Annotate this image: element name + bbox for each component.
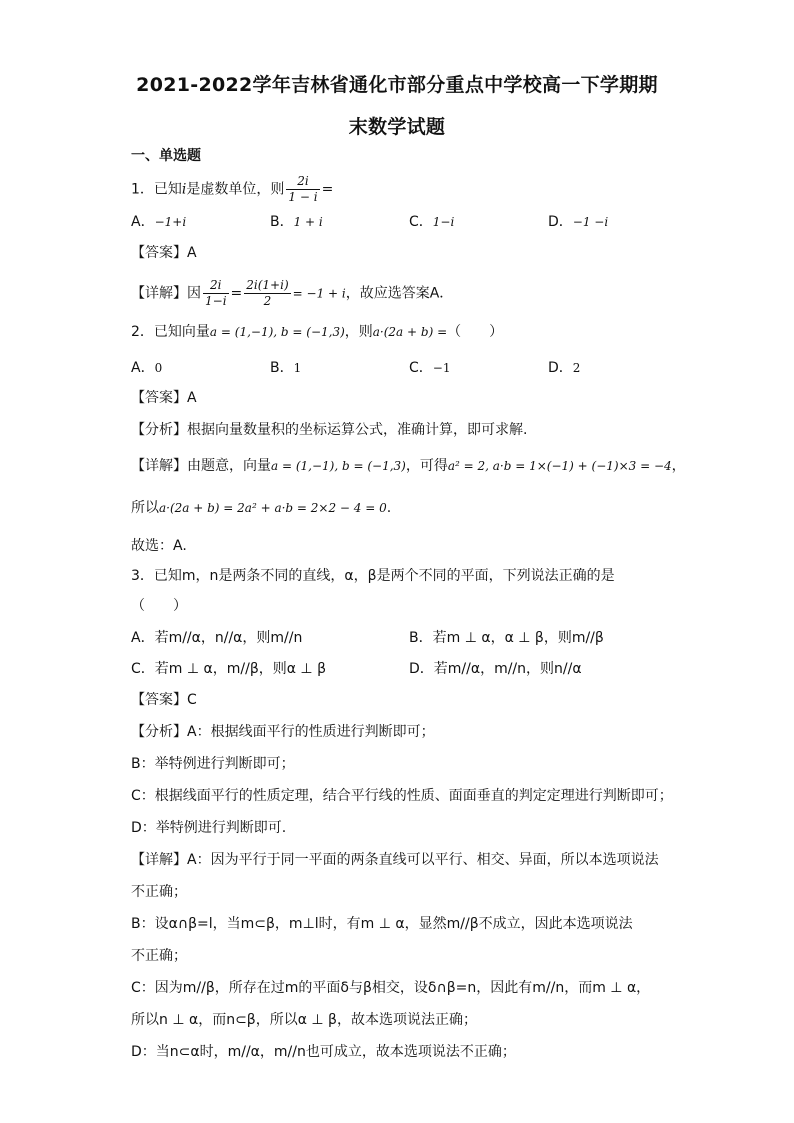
q1-detail-eq: = bbox=[230, 285, 243, 302]
option-text: 1 + i bbox=[293, 215, 323, 229]
q3-detail-line: 所以n ⊥ α，而n⊂β，所以α ⊥ β，故本选项说法正确； bbox=[131, 1012, 477, 1028]
q3-option-d bbox=[409, 659, 582, 679]
q2-option-a bbox=[131, 358, 162, 378]
option-letter: D． bbox=[548, 214, 573, 230]
q1-stem-eq: = bbox=[321, 181, 334, 198]
q3-option-c bbox=[131, 659, 326, 679]
option-text: −1 −i bbox=[572, 215, 609, 229]
q3-option-b bbox=[409, 628, 604, 648]
q2-detail-text: 由题意，向量 bbox=[187, 458, 271, 474]
q2-stem bbox=[131, 322, 503, 342]
q3-answer: 【答案】C bbox=[131, 692, 197, 708]
q3-detail-line: B：设α∩β=l，当m⊂β，m⊥l时，有m ⊥ α，显然m//β不成立，因此本选项说法 bbox=[131, 916, 633, 932]
q3-stem-line2: （ ） bbox=[131, 598, 187, 614]
q2-stem-vectors: a = (1,−1), b = (−1,3) bbox=[209, 325, 345, 339]
q2-detail-mid: ，可得 bbox=[405, 458, 448, 474]
page-title-line1: 2021-2022学年吉林省通化市部分重点中学校高一下学期期 bbox=[136, 74, 658, 96]
option-text: 0 bbox=[154, 361, 163, 375]
q2-answer: 【答案】A bbox=[131, 390, 197, 406]
option-letter: A． bbox=[131, 360, 155, 376]
q3-detail-line: D：当n⊂α时，m//α，m//n也可成立，故本选项说法不正确； bbox=[131, 1044, 516, 1060]
q3-detail-line: 不正确； bbox=[131, 884, 187, 900]
q2-detail-label: 【详解】 bbox=[131, 458, 187, 474]
q3-analysis-line: D：举特例进行判断即可. bbox=[131, 820, 287, 836]
q2-detail-end: ， bbox=[671, 458, 686, 474]
q1-stem-mid: 是虚数单位，则 bbox=[186, 181, 285, 198]
option-text: 1−i bbox=[432, 215, 455, 229]
q1-option-c bbox=[409, 212, 454, 232]
option-letter: A． bbox=[131, 630, 155, 646]
option-letter: A． bbox=[131, 214, 155, 230]
q3-analysis-line: 【分析】A：根据线面平行的性质进行判断即可； bbox=[131, 724, 435, 740]
option-text: −1+i bbox=[154, 215, 187, 229]
option-letter: B． bbox=[409, 630, 433, 646]
q1-fraction bbox=[286, 174, 319, 205]
q2-stem-mid: ，则 bbox=[344, 324, 373, 340]
q2-analysis: 【分析】根据向量数量积的坐标运算公式，准确计算，即可求解. bbox=[131, 422, 528, 438]
section-heading: 一、单选题 bbox=[131, 148, 201, 164]
option-text: 若m ⊥ α，α ⊥ β，则m//β bbox=[432, 630, 604, 646]
q1-answer: 【答案】A bbox=[131, 245, 197, 261]
frac-den: 1−i bbox=[205, 294, 227, 308]
q1-detail-frac2 bbox=[244, 278, 290, 309]
q2-line2-calc: a·(2a + b) = 2a² + a·b = 2×2 − 4 = 0 bbox=[159, 501, 387, 515]
q1-detail-result: = −1 + i bbox=[292, 286, 346, 301]
q1-option-b bbox=[270, 212, 323, 232]
q3-detail-line: 不正确； bbox=[131, 948, 187, 964]
q2-stem-prefix: 2．已知向量 bbox=[131, 324, 210, 340]
q2-detail-vectors: a = (1,−1), b = (−1,3) bbox=[271, 459, 406, 473]
option-letter: C． bbox=[409, 214, 433, 230]
q2-detail bbox=[131, 456, 686, 476]
q1-frac-num: 2i bbox=[286, 174, 319, 190]
q1-stem-prefix: 1．已知 bbox=[131, 181, 182, 198]
q2-option-c bbox=[409, 358, 450, 378]
q2-option-b bbox=[270, 358, 301, 378]
q3-detail-line: 【详解】A：因为平行于同一平面的两条直线可以平行、相交、异面，所以本选项说法 bbox=[131, 852, 659, 868]
option-text: 2 bbox=[572, 361, 581, 375]
q1-detail-frac1 bbox=[203, 278, 229, 309]
page-title-line2: 末数学试题 bbox=[348, 116, 446, 138]
q1-option-a bbox=[131, 212, 186, 232]
q2-conclusion: 故选：A. bbox=[131, 538, 187, 554]
option-text: −1 bbox=[432, 361, 451, 375]
option-text: 若m ⊥ α，m//β，则α ⊥ β bbox=[154, 661, 327, 677]
frac-num: 2i bbox=[203, 278, 229, 294]
option-text: 若m//α，n//α，则m//n bbox=[154, 630, 303, 646]
q1-detail-suffix: ，故应选答案A． bbox=[345, 285, 454, 302]
q1-frac-den: 1 − i bbox=[288, 190, 318, 204]
q1-stem bbox=[131, 174, 333, 205]
q2-detail-calc: a² = 2, a·b = 1×(−1) + (−1)×3 = −4 bbox=[447, 459, 672, 473]
option-text: 若m//α，m//n，则n//α bbox=[433, 661, 582, 677]
q1-detail-label: 【详解】 bbox=[131, 285, 187, 302]
q2-line2-end: . bbox=[386, 500, 392, 516]
q3-analysis-line: B：举特例进行判断即可； bbox=[131, 756, 295, 772]
q2-stem-paren: （ ） bbox=[447, 324, 504, 340]
option-letter: C． bbox=[409, 360, 433, 376]
option-letter: C． bbox=[131, 661, 155, 677]
q2-option-d bbox=[548, 358, 580, 378]
q1-option-d bbox=[548, 212, 608, 232]
option-text: 1 bbox=[293, 361, 302, 375]
q2-line2-prefix: 所以 bbox=[131, 500, 159, 516]
q3-analysis-line: C：根据线面平行的性质定理，结合平行线的性质、面面垂直的判定定理进行判断即可； bbox=[131, 788, 673, 804]
option-letter: D． bbox=[409, 661, 434, 677]
q3-stem-line1: 3．已知m，n是两条不同的直线，α，β是两个不同的平面，下列说法正确的是 bbox=[131, 568, 615, 584]
q1-detail-prefix: 因 bbox=[187, 285, 201, 302]
option-letter: B． bbox=[270, 214, 294, 230]
q3-detail-line: C：因为m//β，所存在过m的平面δ与β相交，设δ∩β=n，因此有m//n，而m ⊥ α， bbox=[131, 980, 651, 996]
option-letter: B． bbox=[270, 360, 294, 376]
frac-den: 2 bbox=[263, 294, 272, 308]
frac-num: 2i(1+i) bbox=[246, 278, 289, 292]
q3-option-a bbox=[131, 628, 302, 648]
q2-stem-expr: a·(2a + b) = bbox=[372, 325, 448, 339]
q1-stem-i: i bbox=[181, 181, 187, 198]
q1-detail bbox=[131, 278, 453, 309]
option-letter: D． bbox=[548, 360, 573, 376]
q2-detail-line2 bbox=[131, 498, 391, 518]
